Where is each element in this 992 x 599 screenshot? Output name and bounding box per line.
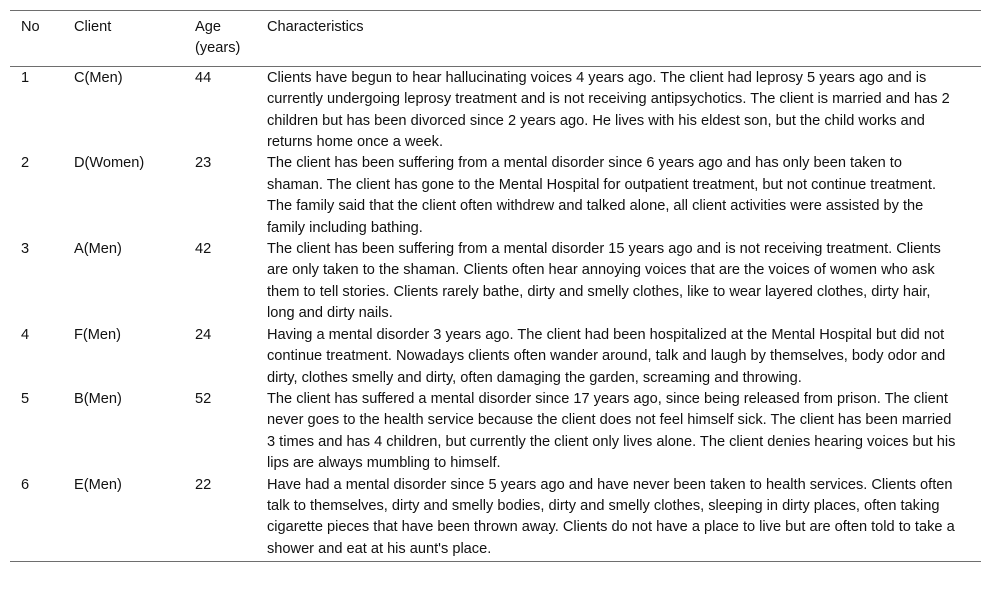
cell-age: 24	[195, 326, 212, 343]
table-row	[10, 389, 981, 475]
table-row	[10, 475, 981, 562]
cell-client: D(Women)	[74, 155, 145, 172]
cell-no: 2	[21, 155, 30, 172]
table-row	[10, 66, 981, 153]
table-row	[10, 325, 981, 389]
client-characteristics-table-wrapper	[10, 10, 981, 562]
cell-characteristics: The client has suffered a mental disorder since 17 years ago, since being released from prison. The client never goes to the health service because the client does not feel himself sick. The client has been married 3 times and has 4 children, but currently the client only lives alone. The client denies hearing voices but his lips are always mumbling to himself.	[267, 390, 956, 472]
cell-age: 22	[195, 476, 212, 493]
header-characteristics: Characteristics	[267, 11, 981, 66]
cell-age: 23	[195, 155, 212, 172]
cell-no: 1	[21, 69, 30, 86]
cell-characteristics: The client has been suffering from a mental disorder 15 years ago and is not receiving treatment. Clients are only taken to the shaman. Clients often hear annoying voices that are the voices of women who ask them to tell stories. Clients rarely bathe, dirty and smelly clothes, like to wear layered clothes, dirty hair, long and dirty nails.	[267, 241, 941, 322]
table-row	[10, 153, 981, 239]
header-age-line2: (years)	[195, 40, 241, 57]
header-age-line1: Age	[195, 19, 221, 35]
cell-no: 4	[21, 326, 30, 343]
client-characteristics-table	[10, 11, 981, 561]
table-header	[10, 11, 981, 66]
header-no: No	[10, 11, 74, 66]
header-age	[195, 11, 267, 66]
cell-characteristics: Having a mental disorder 3 years ago. The client had been hospitalized at the Mental Hospital but did not continue treatment. Nowadays clients often wander around, talk and laugh by themselves, body odor and dirty, clothes smelly and dirty, often damaging the garden, screaming and throwing.	[267, 326, 946, 386]
table-row	[10, 239, 981, 325]
cell-client: A(Men)	[74, 241, 122, 258]
cell-characteristics: The client has been suffering from a mental disorder since 6 years ago and has only been taken to shaman. The client has gone to the Mental Hospital for outpatient treatment, but not continue treatment. The family said that the client often withdrew and talked alone, all client activities were assisted by the family including bathing.	[267, 155, 937, 236]
header-client: Client	[74, 11, 195, 66]
cell-characteristics: Have had a mental disorder since 5 years ago and have never been taken to health services. Clients often talk to themselves, dirty and smelly bodies, dirty and smelly clothes, sleeping in dirty places, often taking cigarette pieces that have been thrown away. Clients do not have a place to live but are often told to take a shower and eat at his aunt's place.	[267, 476, 955, 557]
cell-age: 52	[195, 390, 212, 407]
cell-no: 6	[21, 476, 30, 493]
cell-client: E(Men)	[74, 476, 122, 493]
cell-no: 3	[21, 241, 30, 258]
cell-client: C(Men)	[74, 69, 123, 86]
table-body	[10, 66, 981, 561]
cell-client: B(Men)	[74, 390, 122, 407]
cell-client: F(Men)	[74, 326, 122, 343]
cell-no: 5	[21, 390, 30, 407]
cell-age: 44	[195, 69, 212, 86]
header-row	[10, 11, 981, 66]
cell-age: 42	[195, 241, 212, 258]
cell-characteristics: Clients have begun to hear hallucinating voices 4 years ago. The client had leprosy 5 years ago and is currently undergoing leprosy treatment and is not receiving antipsychotics. The client is married and has 2 children but has been divorced since 2 years ago. He lives with his eldest son, but the child works and returns home once a week.	[267, 69, 950, 151]
